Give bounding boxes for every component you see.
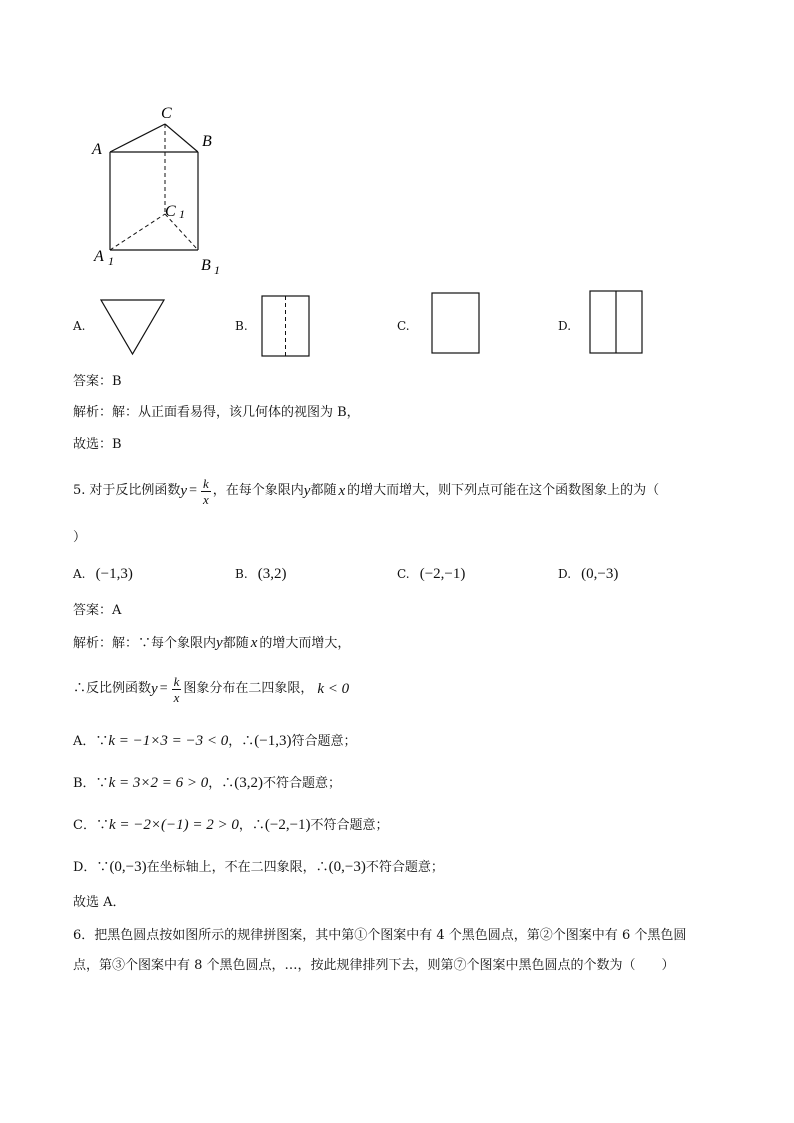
q5-line-a [73, 733, 357, 750]
q5-option-c [397, 566, 465, 583]
label-B: B [202, 133, 212, 150]
q5-analysis-x: x [250, 635, 258, 651]
q5-line-b-point: (3,2) [234, 775, 263, 791]
q4-option-c-rect [431, 292, 481, 355]
q5-line-b [73, 775, 341, 792]
q5-line2-fraction [172, 674, 182, 705]
q5-line-d-mid: 在坐标轴上，不在二四象限，∴ [146, 860, 329, 875]
q4-option-b-rect-dashed [261, 295, 311, 358]
label-C: C [161, 105, 172, 122]
q4-option-a-label: A. [73, 319, 86, 333]
q5-stem-d: 的增大而增大，则下列点可能在这个函数图象上的为（ [347, 483, 660, 498]
q4-conclusion: 故选：B [73, 437, 122, 452]
q5-var-x: x [338, 483, 346, 499]
q5-analysis-b: 都随 [222, 636, 249, 651]
q5-var-y: y [303, 483, 311, 499]
q6-line1: 6．把黑色圆点按如图所示的规律拼图案，其中第①个图案中有 4 个黑色圆点，第②个图案中有 6 个黑色圆 [73, 928, 687, 943]
label-C1-sub: 1 [179, 207, 185, 221]
q5-line2-eq: = [159, 681, 168, 696]
q5-line2-k-ineq: k < 0 [317, 681, 350, 697]
edge-CB [165, 124, 198, 152]
q5-line-b-mid: ，∴ [208, 776, 235, 791]
q5-line2-k: k [173, 673, 180, 689]
q5-line2-y: y [151, 681, 158, 697]
q6-line2: 点，第③个图案中有 8 个黑色圆点，…，按此规律排列下去，则第⑦个图案中黑色圆点的个数为（ ） [73, 958, 675, 973]
q4-option-d-rect-split [589, 290, 645, 355]
edge-AC [110, 124, 165, 152]
q5-line-b-math: k = 3×2 = 6 > 0 [108, 775, 209, 791]
q5-analysis-line2 [73, 670, 349, 708]
q5-option-b-letter: B. [235, 567, 248, 581]
q5-analysis-a: 解析：解：∵每个象限内 [73, 636, 217, 651]
q5-option-d-value: (0,−3) [581, 566, 619, 582]
q5-line-c-mid: ，∴ [238, 818, 265, 833]
q5-stem-b: ，在每个象限内 [212, 483, 304, 498]
q5-line-a-end: 符合题意； [291, 734, 357, 749]
q5-line-b-end: 不符合题意； [262, 776, 341, 791]
q5-analysis-line1 [73, 635, 350, 652]
q5-analysis-c: 的增大而增大， [259, 636, 351, 651]
q5-line-a-math: k = −1×3 = −3 < 0 [108, 733, 229, 749]
q5-line-a-point: (−1,3) [254, 733, 292, 749]
q5-func-fraction [201, 476, 211, 507]
q5-option-d-letter: D. [558, 567, 572, 581]
q5-line-c-point: (−2,−1) [264, 817, 311, 833]
q5-line-b-label: B．∵ [73, 776, 109, 791]
q5-option-b [235, 566, 287, 583]
label-A1-sub: 1 [108, 254, 114, 268]
q5-line2-b: 图象分布在二四象限， [183, 681, 314, 696]
label-B1: B [201, 257, 211, 274]
q5-answer: 答案：A [73, 603, 122, 618]
q5-stem [73, 472, 659, 510]
q5-stem-close: ） [73, 530, 87, 545]
q4-option-a-triangle [100, 298, 166, 358]
q5-number: 5. [73, 483, 86, 498]
q4-option-d-label: D. [558, 319, 572, 333]
q5-line-d-end: 不符合题意； [365, 860, 444, 875]
q5-line-a-mid: ，∴ [228, 734, 255, 749]
q5-line-d-label: D．∵ [73, 860, 110, 875]
q5-stem-c: 都随 [310, 483, 337, 498]
edge-A1C1-hidden [110, 214, 165, 250]
q5-func-eq: = [189, 483, 197, 498]
q5-option-c-value: (−2,−1) [419, 566, 466, 582]
q4-option-c-label: C. [397, 319, 410, 333]
q5-func-y: y [180, 483, 188, 499]
q5-func-x: x [203, 491, 209, 507]
q5-line-c [73, 817, 389, 834]
label-C1: C [165, 203, 176, 220]
prism-figure [88, 100, 228, 280]
q5-option-b-value: (3,2) [257, 566, 287, 582]
label-B1-sub: 1 [214, 263, 220, 277]
q4-analysis: 解析：解：从正面看易得，该几何体的视图为 B， [73, 405, 360, 420]
q4-answer: 答案：B [73, 374, 122, 389]
q5-line-d-point1: (0,−3) [109, 859, 147, 875]
label-A1: A [94, 248, 104, 265]
q5-line-c-label: C．∵ [73, 818, 109, 833]
q5-line-a-label: A．∵ [73, 734, 109, 749]
q5-option-a-value: (−1,3) [95, 566, 133, 582]
q5-conclusion: 故选 A． [73, 895, 126, 910]
q4-option-b-label: B. [235, 319, 248, 333]
q5-option-c-letter: C. [397, 567, 410, 581]
q5-line-d [73, 859, 444, 876]
q5-func-k: k [203, 475, 209, 491]
q5-line2-x: x [173, 689, 180, 705]
q5-line-c-end: 不符合题意； [310, 818, 389, 833]
q5-line-c-math: k = −2×(−1) = 2 > 0 [108, 817, 239, 833]
q5-stem-a: 对于反比例函数 [89, 483, 181, 498]
q5-option-d [558, 566, 618, 583]
q5-option-a-letter: A. [73, 567, 86, 581]
q5-analysis-y: y [216, 635, 223, 651]
q5-line-d-point2: (0,−3) [328, 859, 366, 875]
label-A: A [92, 141, 102, 158]
q5-line2-a: ∴反比例函数 [73, 681, 152, 696]
q5-option-a [73, 566, 133, 583]
